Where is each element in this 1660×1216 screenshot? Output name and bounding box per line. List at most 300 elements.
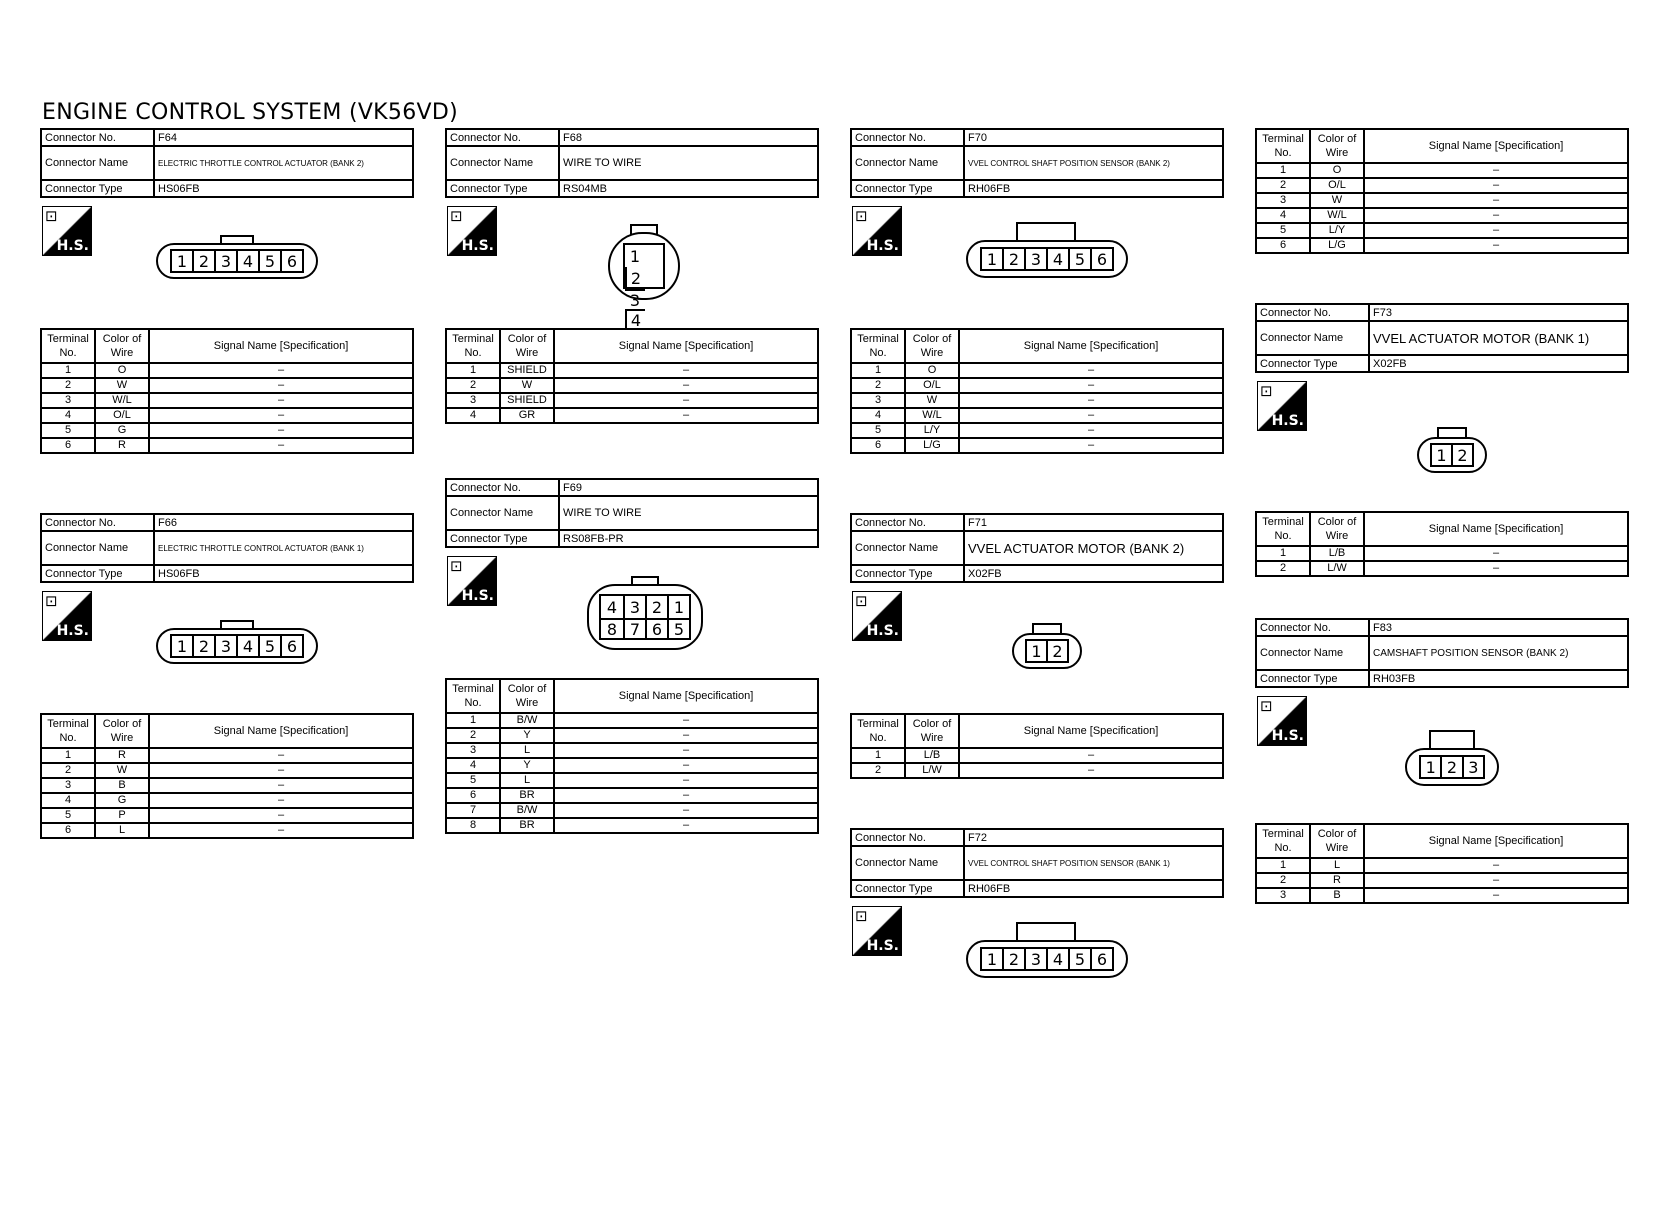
- table-cell: Signal Name [Specification]: [554, 679, 818, 713]
- table-cell: 5: [1068, 949, 1090, 969]
- connector-info-table: [445, 478, 819, 548]
- terminal-table: [40, 328, 414, 454]
- table-cell: –: [149, 438, 413, 453]
- table-cell: 5: [258, 636, 280, 656]
- table-cell: –: [149, 393, 413, 408]
- table-cell: 3: [1024, 949, 1046, 969]
- table-cell: –: [959, 363, 1223, 378]
- table-cell: –: [554, 758, 818, 773]
- table-cell: W: [95, 378, 149, 393]
- table-cell: RH03FB: [1369, 670, 1628, 687]
- table-row: [446, 408, 818, 423]
- table-cell: H.S.: [866, 238, 899, 254]
- connector-f72-terminal-table: [1255, 128, 1629, 254]
- table-cell: L/B: [905, 748, 959, 763]
- table-cell: 5: [41, 423, 95, 438]
- table-cell: Color of Wire: [1310, 129, 1364, 163]
- table-cell: –: [149, 793, 413, 808]
- terminal-table: [1255, 511, 1629, 577]
- table-cell: L: [500, 743, 554, 758]
- table-cell: Signal Name [Specification]: [1364, 824, 1628, 858]
- table-cell: 6: [1090, 249, 1112, 269]
- table-cell: R: [95, 748, 149, 763]
- table-cell: 1: [1256, 163, 1310, 178]
- table-cell: 8: [601, 618, 623, 638]
- table-cell: Connector Type: [851, 565, 964, 582]
- table-row: [1256, 546, 1628, 561]
- table-cell: –: [149, 378, 413, 393]
- table-cell: –: [554, 743, 818, 758]
- table-cell: 5: [446, 773, 500, 788]
- harness-side-icon: ⊡ H.S.: [852, 206, 902, 256]
- table-cell: F71: [964, 514, 1223, 531]
- table-cell: –: [1364, 561, 1628, 576]
- table-cell: –: [554, 803, 818, 818]
- connector-info-table: [445, 128, 819, 198]
- table-row: [446, 803, 818, 818]
- table-cell: Terminal No.: [851, 329, 905, 363]
- table-cell: Connector Name: [851, 146, 964, 180]
- pin: 2: [192, 251, 214, 271]
- connector-diagram: [850, 583, 1224, 713]
- table-cell: X02FB: [964, 565, 1223, 582]
- table-cell: –: [959, 423, 1223, 438]
- table-cell: –: [1364, 178, 1628, 193]
- table-cell: BR: [500, 818, 554, 833]
- table-cell: Connector Name: [851, 846, 964, 880]
- table-cell: W/L: [1310, 208, 1364, 223]
- table-cell: HS06FB: [154, 565, 413, 582]
- table-cell: F66: [154, 514, 413, 531]
- connector-f71: [850, 513, 1224, 779]
- table-row: [41, 423, 413, 438]
- table-cell: W/L: [95, 393, 149, 408]
- table-cell: Connector No.: [1256, 304, 1369, 321]
- table-cell: –: [959, 748, 1223, 763]
- table-cell: 1: [41, 363, 95, 378]
- table-row: [446, 378, 818, 393]
- table-cell: Connector Type: [1256, 670, 1369, 687]
- table-cell: –: [554, 408, 818, 423]
- connector-info-table: [850, 828, 1224, 898]
- table-cell: Signal Name [Specification]: [1364, 129, 1628, 163]
- table-cell: 7: [446, 803, 500, 818]
- table-cell: –: [959, 393, 1223, 408]
- table-cell: 1: [1256, 858, 1310, 873]
- connector-info-table: [850, 513, 1224, 583]
- table-cell: 2: [1451, 445, 1472, 465]
- table-cell: H.S.: [1271, 413, 1304, 429]
- table-cell: 2: [1256, 178, 1310, 193]
- table-cell: SHIELD: [500, 393, 554, 408]
- table-row: [1256, 888, 1628, 903]
- terminal-table: [850, 713, 1224, 779]
- color-header: Color of Wire: [95, 329, 149, 363]
- table-cell: Y: [500, 728, 554, 743]
- table-row: [446, 773, 818, 788]
- table-cell: W: [1310, 193, 1364, 208]
- table-cell: RH06FB: [964, 880, 1223, 897]
- table-cell: 3: [1256, 193, 1310, 208]
- table-cell: Color of Wire: [905, 714, 959, 748]
- table-cell: 3: [625, 289, 645, 309]
- terminal-table: [445, 678, 819, 834]
- table-cell: Terminal No.: [851, 714, 905, 748]
- table-cell: 5: [1256, 223, 1310, 238]
- table-row: [446, 818, 818, 833]
- table-cell: 1: [851, 363, 905, 378]
- connector-f73: [1255, 303, 1629, 577]
- connector-f64: [40, 128, 414, 454]
- table-cell: –: [149, 778, 413, 793]
- table-cell: O: [95, 363, 149, 378]
- table-row: [1256, 163, 1628, 178]
- table-cell: F68: [559, 129, 818, 146]
- table-cell: Connector No.: [851, 129, 964, 146]
- table-cell: H.S.: [461, 588, 494, 604]
- table-cell: RS04MB: [559, 180, 818, 197]
- table-cell: F73: [1369, 304, 1628, 321]
- table-cell: 4: [446, 408, 500, 423]
- pin: 1: [176, 251, 188, 271]
- table-cell: –: [554, 788, 818, 803]
- table-cell: WIRE TO WIRE: [559, 496, 818, 530]
- table-cell: Connector Type: [1256, 355, 1369, 372]
- table-cell: 2: [1256, 873, 1310, 888]
- table-cell: –: [554, 393, 818, 408]
- table-row: [851, 748, 1223, 763]
- table-cell: L/W: [1310, 561, 1364, 576]
- table-cell: Signal Name [Specification]: [959, 329, 1223, 363]
- terminal-table: [1255, 823, 1629, 904]
- table-row: [1256, 223, 1628, 238]
- table-row: [446, 393, 818, 408]
- table-cell: W: [905, 393, 959, 408]
- harness-side-icon: ⊡ H.S.: [852, 906, 902, 956]
- table-cell: 4: [1046, 949, 1068, 969]
- table-cell: Connector No.: [446, 479, 559, 496]
- signal-header: Signal Name [Specification]: [149, 329, 413, 363]
- table-cell: 1: [851, 748, 905, 763]
- table-row: [41, 808, 413, 823]
- table-row: [1256, 178, 1628, 193]
- table-cell: 7: [623, 618, 645, 638]
- connector-diagram: [1255, 373, 1629, 511]
- table-cell: –: [554, 363, 818, 378]
- table-cell: 5: [667, 618, 689, 638]
- table-cell: Color of Wire: [95, 714, 149, 748]
- harness-side-icon: ⊡ H.S.: [1257, 381, 1307, 431]
- table-cell: F83: [1369, 619, 1628, 636]
- table-row: [1256, 561, 1628, 576]
- pin: 5: [258, 251, 280, 271]
- table-cell: 3: [623, 596, 645, 618]
- table-cell: Connector Type: [446, 530, 559, 547]
- table-cell: 3: [1256, 888, 1310, 903]
- table-cell: 3: [41, 393, 95, 408]
- table-row: [1256, 208, 1628, 223]
- table-cell: H.S.: [866, 938, 899, 954]
- table-cell: 5: [1068, 249, 1090, 269]
- table-cell: Connector No.: [851, 829, 964, 846]
- table-cell: Terminal No.: [1256, 512, 1310, 546]
- connector-f72: [850, 828, 1224, 1028]
- connector-type-label: Connector Type: [41, 180, 154, 197]
- table-cell: 6: [645, 618, 667, 638]
- harness-side-icon: ⊡ H.S.: [447, 206, 497, 256]
- table-cell: G: [95, 793, 149, 808]
- table-cell: RS08FB-PR: [559, 530, 818, 547]
- table-cell: Connector Name: [41, 531, 154, 565]
- table-cell: SHIELD: [500, 363, 554, 378]
- table-cell: 2: [1002, 249, 1024, 269]
- table-cell: –: [149, 423, 413, 438]
- table-cell: 1: [667, 596, 689, 618]
- table-cell: VVEL ACTUATOR MOTOR (BANK 1): [1369, 321, 1628, 355]
- connector-type-value: HS06FB: [154, 180, 413, 197]
- table-cell: –: [149, 823, 413, 838]
- table-cell: L/W: [905, 763, 959, 778]
- table-row: [446, 728, 818, 743]
- table-row: [446, 743, 818, 758]
- table-cell: Terminal No.: [446, 329, 500, 363]
- table-cell: 4: [236, 636, 258, 656]
- table-cell: 4: [851, 408, 905, 423]
- connector-diagram: [445, 198, 819, 328]
- table-cell: L/Y: [1310, 223, 1364, 238]
- table-cell: 1: [1256, 546, 1310, 561]
- table-cell: 2: [1256, 561, 1310, 576]
- table-cell: 1: [1436, 445, 1447, 465]
- table-cell: 4: [446, 758, 500, 773]
- table-row: [851, 423, 1223, 438]
- table-cell: Color of Wire: [1310, 824, 1364, 858]
- table-cell: 2: [41, 763, 95, 778]
- connector-f68: [445, 128, 819, 424]
- table-cell: 2: [645, 596, 667, 618]
- table-cell: 6: [1256, 238, 1310, 253]
- harness-side-icon: ⊡ H.S.: [447, 556, 497, 606]
- table-cell: H.S.: [1271, 728, 1304, 744]
- table-row: [41, 378, 413, 393]
- table-cell: Terminal No.: [41, 714, 95, 748]
- connector-no-value: F64: [154, 129, 413, 146]
- table-cell: Terminal No.: [1256, 129, 1310, 163]
- table-row: [41, 778, 413, 793]
- table-cell: Signal Name [Specification]: [554, 329, 818, 363]
- table-row: [446, 788, 818, 803]
- connector-icon: ⊡: [45, 208, 58, 225]
- table-row: [851, 408, 1223, 423]
- table-cell: Connector No.: [446, 129, 559, 146]
- table-cell: 2: [41, 378, 95, 393]
- pin: 4: [236, 251, 258, 271]
- connector-diagram: [1255, 688, 1629, 823]
- terminal-table: [40, 713, 414, 839]
- table-cell: –: [554, 818, 818, 833]
- connector-name-label: Connector Name: [41, 146, 154, 180]
- table-cell: W: [95, 763, 149, 778]
- table-cell: L: [1310, 858, 1364, 873]
- table-cell: 3: [1462, 757, 1483, 777]
- table-cell: L/G: [1310, 238, 1364, 253]
- harness-side-icon: ⊡ H.S.: [42, 591, 92, 641]
- table-cell: F70: [964, 129, 1223, 146]
- table-cell: VVEL CONTROL SHAFT POSITION SENSOR (BANK 1): [964, 846, 1223, 880]
- table-cell: O: [1310, 163, 1364, 178]
- connector-f83: [1255, 618, 1629, 904]
- table-cell: RH06FB: [964, 180, 1223, 197]
- table-cell: R: [1310, 873, 1364, 888]
- table-cell: GR: [500, 408, 554, 423]
- table-row: [1256, 193, 1628, 208]
- table-cell: 5: [41, 808, 95, 823]
- table-cell: R: [95, 438, 149, 453]
- table-cell: 2: [1002, 949, 1024, 969]
- table-row: [41, 408, 413, 423]
- table-cell: Connector Name: [851, 531, 964, 565]
- pin: 6: [280, 251, 302, 271]
- table-cell: 2: [1046, 641, 1067, 661]
- table-cell: Color of Wire: [1310, 512, 1364, 546]
- table-cell: 3: [446, 743, 500, 758]
- table-cell: 1: [176, 636, 188, 656]
- connector-info-table: [40, 128, 414, 198]
- table-cell: 4: [1046, 249, 1068, 269]
- table-cell: H.S.: [56, 623, 89, 639]
- table-cell: 2: [851, 378, 905, 393]
- harness-side-icon: ⊡ H.S.: [852, 591, 902, 641]
- table-cell: Signal Name [Specification]: [149, 714, 413, 748]
- table-cell: 2: [192, 636, 214, 656]
- table-row: [41, 363, 413, 378]
- table-cell: –: [554, 378, 818, 393]
- table-cell: 1: [1425, 757, 1436, 777]
- table-cell: 3: [41, 778, 95, 793]
- terminal-no-header: Terminal No.: [41, 329, 95, 363]
- table-row: [1256, 858, 1628, 873]
- table-row: [41, 438, 413, 453]
- table-cell: Color of Wire: [905, 329, 959, 363]
- table-row: [1256, 873, 1628, 888]
- connector-diagram: [40, 198, 414, 328]
- table-cell: F72: [964, 829, 1223, 846]
- table-cell: Connector Name: [446, 496, 559, 530]
- terminal-table: [850, 328, 1224, 454]
- table-cell: –: [959, 438, 1223, 453]
- table-cell: 3: [214, 636, 236, 656]
- table-row: [41, 823, 413, 838]
- table-cell: 8: [446, 818, 500, 833]
- table-cell: 6: [1090, 949, 1112, 969]
- table-cell: L/B: [1310, 546, 1364, 561]
- table-cell: 1: [1031, 641, 1042, 661]
- table-cell: L/Y: [905, 423, 959, 438]
- table-cell: 3: [851, 393, 905, 408]
- table-cell: O/L: [95, 408, 149, 423]
- connector-diagram: [850, 898, 1224, 1028]
- table-cell: 4: [41, 793, 95, 808]
- table-cell: X02FB: [1369, 355, 1628, 372]
- table-cell: 4: [1256, 208, 1310, 223]
- table-cell: VVEL CONTROL SHAFT POSITION SENSOR (BANK 2): [964, 146, 1223, 180]
- table-cell: –: [1364, 888, 1628, 903]
- connector-f66: [40, 513, 414, 839]
- table-cell: Connector Type: [41, 565, 154, 582]
- connector-diagram: [40, 583, 414, 713]
- table-cell: 1: [986, 249, 998, 269]
- table-cell: Connector Type: [446, 180, 559, 197]
- table-cell: H.S.: [866, 623, 899, 639]
- table-cell: –: [959, 763, 1223, 778]
- table-row: [41, 793, 413, 808]
- table-cell: –: [959, 378, 1223, 393]
- table-cell: –: [149, 408, 413, 423]
- table-cell: –: [1364, 223, 1628, 238]
- table-cell: Signal Name [Specification]: [959, 714, 1223, 748]
- terminal-table: [1255, 128, 1629, 254]
- connector-diagram: [850, 198, 1224, 328]
- table-cell: –: [1364, 193, 1628, 208]
- table-row: [851, 363, 1223, 378]
- table-cell: H.S.: [461, 238, 494, 254]
- table-cell: Terminal No.: [446, 679, 500, 713]
- table-cell: –: [1364, 238, 1628, 253]
- table-row: [446, 713, 818, 728]
- connector-info-table: [850, 128, 1224, 198]
- table-cell: B: [1310, 888, 1364, 903]
- table-cell: 3: [1024, 249, 1046, 269]
- table-cell: –: [1364, 858, 1628, 873]
- table-cell: L: [95, 823, 149, 838]
- table-cell: Connector Type: [851, 180, 964, 197]
- table-cell: Connector Name: [1256, 636, 1369, 670]
- connector-no-label: Connector No.: [41, 129, 154, 146]
- table-cell: Color of Wire: [500, 329, 554, 363]
- table-row: [446, 363, 818, 378]
- table-cell: –: [554, 728, 818, 743]
- table-cell: L: [500, 773, 554, 788]
- table-cell: CAMSHAFT POSITION SENSOR (BANK 2): [1369, 636, 1628, 670]
- table-cell: 1: [629, 246, 641, 266]
- connector-info-table: [40, 513, 414, 583]
- table-cell: B: [95, 778, 149, 793]
- table-cell: B/W: [500, 803, 554, 818]
- table-cell: F69: [559, 479, 818, 496]
- connector-info-table: [1255, 618, 1629, 688]
- table-cell: O/L: [1310, 178, 1364, 193]
- table-cell: –: [1364, 163, 1628, 178]
- table-cell: B/W: [500, 713, 554, 728]
- connector-f69: [445, 478, 819, 834]
- harness-side-icon: [42, 206, 92, 256]
- table-cell: 6: [41, 823, 95, 838]
- table-cell: 1: [986, 949, 998, 969]
- table-row: [41, 393, 413, 408]
- table-row: [851, 438, 1223, 453]
- table-cell: W/L: [905, 408, 959, 423]
- table-cell: 5: [851, 423, 905, 438]
- table-cell: W: [500, 378, 554, 393]
- table-cell: VVEL ACTUATOR MOTOR (BANK 2): [964, 531, 1223, 565]
- table-cell: –: [1364, 208, 1628, 223]
- table-row: [446, 758, 818, 773]
- table-cell: Signal Name [Specification]: [1364, 512, 1628, 546]
- table-cell: –: [149, 763, 413, 778]
- connector-name-value: ELECTRIC THROTTLE CONTROL ACTUATOR (BANK 2): [154, 146, 413, 180]
- table-cell: BR: [500, 788, 554, 803]
- table-cell: O/L: [905, 378, 959, 393]
